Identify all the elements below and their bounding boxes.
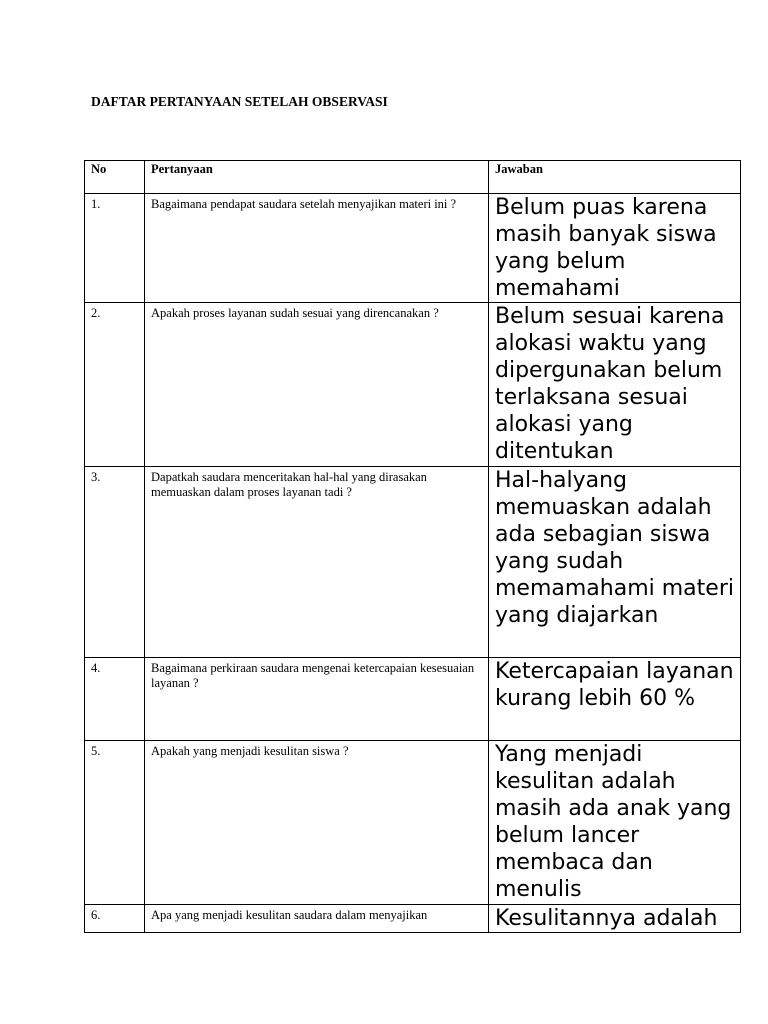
- table-row: [85, 905, 741, 933]
- question-cell: [145, 658, 489, 741]
- answer-text: Yang menjadi kesulitan adalah masih ada anak yang belum lancer membaca dan menulis: [495, 742, 732, 902]
- table-row: [85, 303, 741, 467]
- answer-cell: [489, 467, 741, 658]
- answer-text: Belum sesuai karena alokasi waktu yang dipergunakan belum terlaksana sesuai alokasi yang ditentukan: [495, 304, 725, 464]
- row-number-cell: [85, 467, 145, 658]
- header-question-label: Pertanyaan: [151, 162, 213, 176]
- row-number-cell: [85, 905, 145, 933]
- table-row: [85, 658, 741, 741]
- question-text: Apa yang menjadi kesulitan saudara dalam menyajikan: [151, 908, 428, 922]
- row-number: 6.: [91, 908, 101, 922]
- header-answer-label: Jawaban: [495, 162, 543, 176]
- question-cell: [145, 467, 489, 658]
- question-text: Apakah proses layanan sudah sesuai yang direncanakan ?: [151, 306, 439, 320]
- table-row: [85, 741, 741, 905]
- question-cell: [145, 741, 489, 905]
- question-text: Bagaimana perkiraan saudara mengenai ketercapaian kesesuaian layanan ?: [151, 661, 475, 690]
- answer-text: Hal-halyang memuaskan adalah ada sebagian siswa yang sudah memamahami materi yang diajarkan: [495, 468, 734, 628]
- header-no: [85, 161, 145, 194]
- row-number: 4.: [91, 661, 101, 675]
- answer-cell: [489, 658, 741, 741]
- row-number-cell: [85, 658, 145, 741]
- row-number-cell: [85, 194, 145, 303]
- table-row: [85, 194, 741, 303]
- question-text: Dapatkah saudara menceritakan hal-hal yang dirasakan memuaskan dalam proses layanan tadi ?: [151, 470, 427, 499]
- row-number: 5.: [91, 744, 101, 758]
- header-answer: [489, 161, 741, 194]
- answer-text: Belum puas karena masih banyak siswa yang belum memahami: [495, 195, 717, 301]
- table-row: [85, 467, 741, 658]
- answer-text: Ketercapaian layanan kurang lebih 60 %: [495, 659, 734, 711]
- question-text: Apakah yang menjadi kesulitan siswa ?: [151, 744, 349, 758]
- answer-cell: [489, 303, 741, 467]
- header-question: [145, 161, 489, 194]
- document-title: DAFTAR PERTANYAAN SETELAH OBSERVASI: [91, 94, 388, 109]
- question-cell: [145, 194, 489, 303]
- question-cell: [145, 303, 489, 467]
- question-text: Bagaimana pendapat saudara setelah menyajikan materi ini ?: [151, 197, 457, 211]
- questionnaire-table: [84, 160, 741, 933]
- answer-text: Kesulitannya adalah: [495, 906, 718, 931]
- answer-cell: [489, 905, 741, 933]
- row-number-cell: [85, 741, 145, 905]
- row-number: 2.: [91, 306, 101, 320]
- row-number: 1.: [91, 197, 101, 211]
- header-no-label: No: [91, 162, 107, 176]
- answer-cell: [489, 741, 741, 905]
- table-header-row: [85, 161, 741, 194]
- question-cell: [145, 905, 489, 933]
- answer-cell: [489, 194, 741, 303]
- row-number: 3.: [91, 470, 101, 484]
- row-number-cell: [85, 303, 145, 467]
